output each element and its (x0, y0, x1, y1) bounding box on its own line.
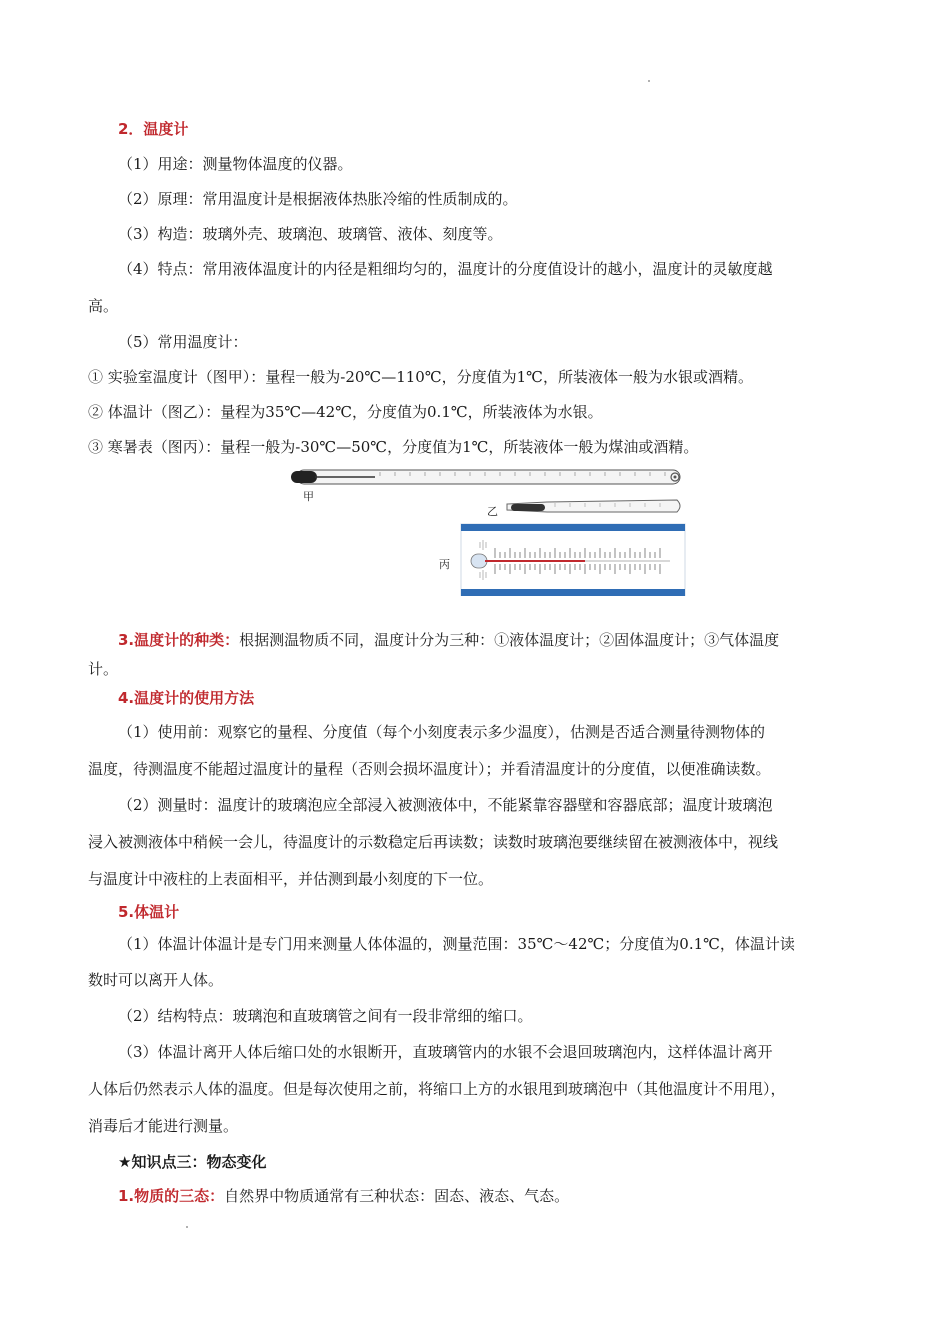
wall-thermometer (461, 524, 685, 596)
knowledge-point-title: ★知识点三：物态变化 (118, 1153, 267, 1171)
figure-label-bing: 丙 (439, 558, 450, 571)
paragraph: （3）构造：玻璃外壳、玻璃泡、玻璃管、液体、刻度等。 (118, 225, 503, 243)
paragraph (118, 1186, 908, 1206)
list-item: ① 实验室温度计（图甲）：量程一般为-20℃—110℃，分度值为1℃，所装液体一般为水银或酒精。 (88, 368, 753, 386)
paragraph: 消毒后才能进行测量。 (88, 1117, 239, 1135)
figure-label-jia: 甲 (303, 490, 314, 503)
paragraph (118, 630, 908, 650)
lab-thermometer (291, 470, 680, 484)
paragraph: 计。 (88, 660, 119, 678)
scan-dot (648, 80, 650, 82)
section-title: 3.温度计的种类： (118, 631, 240, 649)
paragraph: （1）体温计体温计是专门用来测量人体体温的，测量范围：35℃～42℃；分度值为0.1℃，体温计读 (118, 935, 795, 953)
paragraph: 浸入被测液体中稍候一会儿，待温度计的示数稳定后再读数；读数时玻璃泡要继续留在被测液体中，视线 (88, 833, 779, 851)
paragraph: （5）常用温度计： (118, 333, 248, 351)
section-title: 5.体温计 (118, 903, 180, 921)
paragraph: 高。 (88, 297, 119, 315)
paragraph: （2）原理：常用温度计是根据液体热胀冷缩的性质制成的。 (118, 190, 518, 208)
paragraph: （1）用途：测量物体温度的仪器。 (118, 155, 353, 173)
paragraph: （2）测量时：温度计的玻璃泡应全部浸入被测液体中，不能紧靠容器壁和容器底部；温度计玻璃泡 (118, 796, 773, 814)
paragraph-text: 根据测温物质不同，温度计分为三种：①液体温度计；②固体温度计；③气体温度 (239, 631, 780, 649)
paragraph: （4）特点：常用液体温度计的内径是粗细均匀的，温度计的分度值设计的越小，温度计的灵敏度越 (118, 260, 773, 278)
thermometer-illustration (285, 466, 690, 596)
scan-dot (186, 1226, 188, 1228)
paragraph: （3）体温计离开人体后缩口处的水银断开，直玻璃管内的水银不会退回玻璃泡内，这样体温计离开 (118, 1043, 773, 1061)
section-title: 4.温度计的使用方法 (118, 689, 255, 707)
list-item: ③ 寒暑表（图丙）：量程一般为-30℃—50℃，分度值为1℃，所装液体一般为煤油或酒精。 (88, 438, 699, 456)
paragraph: （2）结构特点：玻璃泡和直玻璃管之间有一段非常细的缩口。 (118, 1007, 533, 1025)
section-title: 1.物质的三态： (118, 1187, 225, 1205)
section-title: 2．温度计 (118, 120, 189, 138)
figure-label-yi: 乙 (487, 505, 498, 518)
clinical-thermometer (507, 500, 680, 512)
paragraph: 数时可以离开人体。 (88, 971, 224, 989)
paragraph: 与温度计中液柱的上表面相平，并估测到最小刻度的下一位。 (88, 870, 494, 888)
thermometer-figure (285, 466, 690, 596)
list-item: ② 体温计（图乙）：量程为35℃—42℃，分度值为0.1℃，所装液体为水银。 (88, 403, 603, 421)
paragraph: 人体后仍然表示人体的温度。但是每次使用之前，将缩口上方的水银甩到玻璃泡中（其他温度计不用甩）， (88, 1080, 786, 1098)
paragraph-text: 自然界中物质通常有三种状态：固态、液态、气态。 (224, 1187, 570, 1205)
paragraph: （1）使用前：观察它的量程、分度值（每个小刻度表示多少温度），估测是否适合测量待测物体的 (118, 723, 766, 741)
paragraph: 温度，待测温度不能超过温度计的量程（否则会损坏温度计）；并看清温度计的分度值，以便准确读数。 (88, 760, 771, 778)
